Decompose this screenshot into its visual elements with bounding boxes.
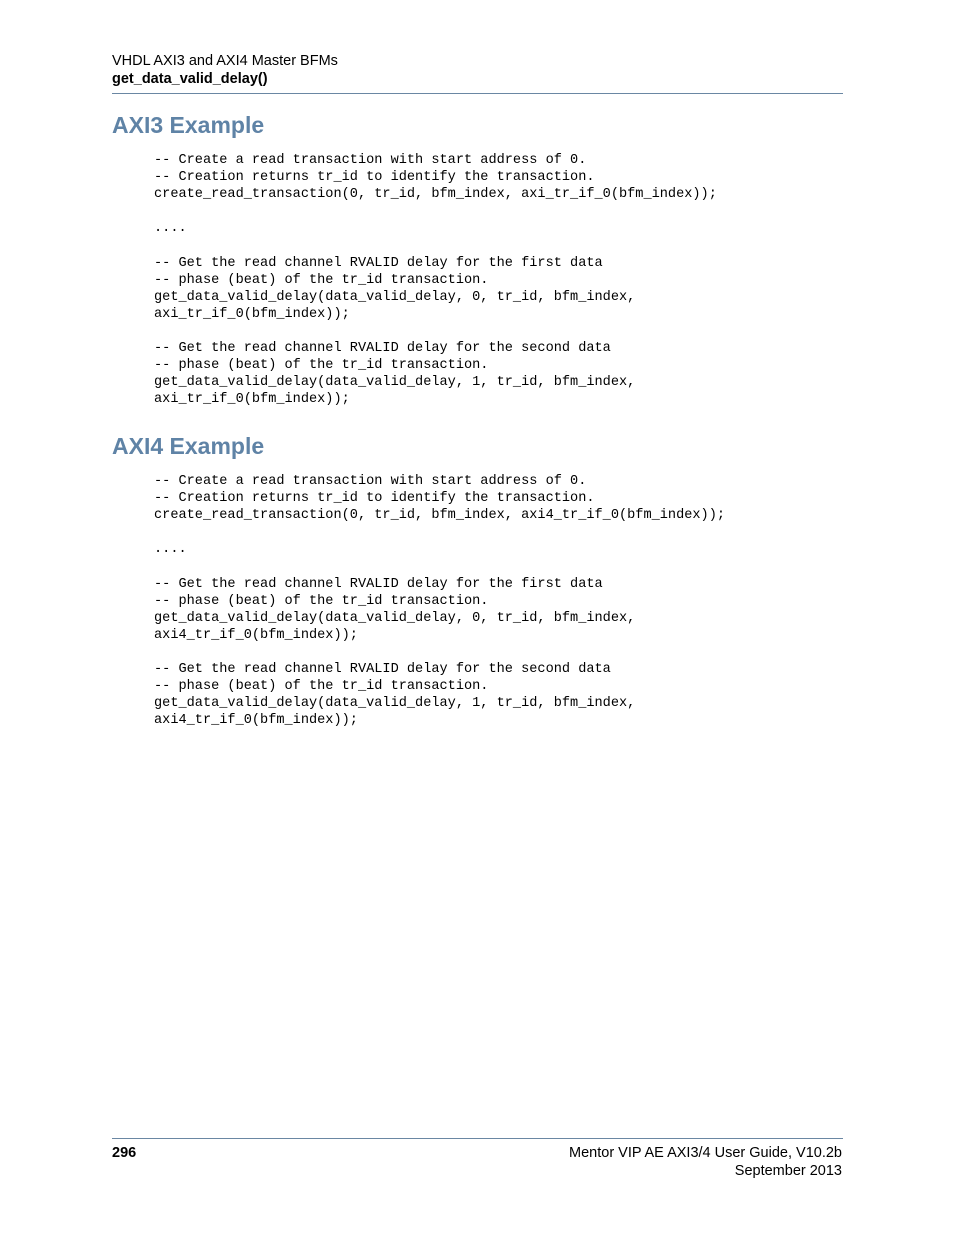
code-block-axi3: -- Create a read transaction with start address of 0. -- Creation returns tr_id to identify the transaction. create_read_transaction(0, tr_id, bfm_index, axi_tr_if_0(bfm_index)); .... -- Get the read channel RVALID delay for the first data -- phase (beat) of the tr_id transaction. get_data_valid_delay(data_valid_delay, 0, tr_id, bfm_index, axi_tr_if_0(bfm_index)); -- Get the read channel RVALID delay for the second data -- phase (beat) of the tr_id transaction. get_data_valid_delay(data_valid_delay, 1, tr_id, bfm_index, axi_tr_if_0(bfm_index)); <box>154 153 717 408</box>
code-block-axi4: -- Create a read transaction with start address of 0. -- Creation returns tr_id to identify the transaction. create_read_transaction(0, tr_id, bfm_index, axi4_tr_if_0(bfm_index)); .... -- Get the read channel RVALID delay for the first data -- phase (beat) of the tr_id transaction. get_data_valid_delay(data_valid_delay, 0, tr_id, bfm_index, axi4_tr_if_0(bfm_index)); -- Get the read channel RVALID delay for the second data -- phase (beat) of the tr_id transaction. get_data_valid_delay(data_valid_delay, 1, tr_id, bfm_index, axi4_tr_if_0(bfm_index)); <box>154 474 726 729</box>
header-topic: get_data_valid_delay() <box>112 71 268 87</box>
footer-doc-title: Mentor VIP AE AXI3/4 User Guide, V10.2b <box>569 1145 842 1161</box>
footer-doc-info <box>569 1144 842 1180</box>
running-header <box>112 52 843 88</box>
section-title-axi4: AXI4 Example <box>112 433 265 459</box>
footer-date: September 2013 <box>734 1163 842 1179</box>
header-divider <box>112 93 843 94</box>
footer-divider <box>112 1138 843 1139</box>
header-chapter: VHDL AXI3 and AXI4 Master BFMs <box>112 53 338 69</box>
section-title-axi3: AXI3 Example <box>112 112 265 138</box>
page-number: 296 <box>112 1145 137 1161</box>
